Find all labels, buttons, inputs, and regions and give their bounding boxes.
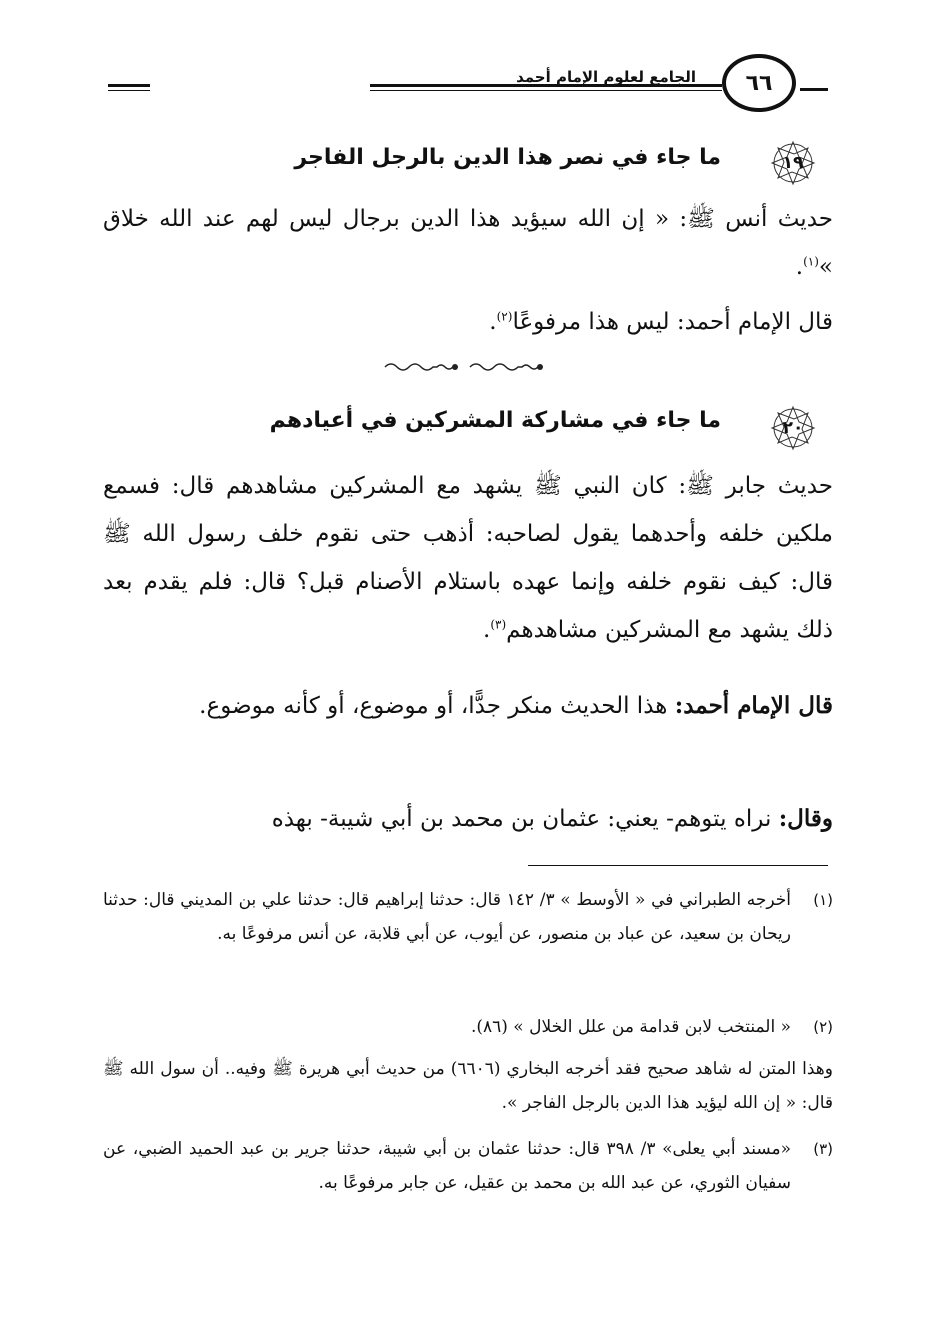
paragraph-text: حديث أنس ﷺ: « إن الله سيؤيد هذا الدين برجال ليس لهم عند الله خلاق » — [103, 206, 833, 280]
section-title: ما جاء في نصر هذا الدين بالرجل الفاجر — [294, 145, 721, 170]
header-rule-middle-thin — [370, 90, 722, 91]
section-number: ١٩ — [782, 153, 804, 173]
page-number-badge — [722, 54, 796, 112]
ornament-divider-icon — [380, 360, 555, 374]
footnote-mark: (١) — [813, 891, 833, 909]
running-title: الجامع لعلوم الإمام أحمد — [516, 68, 696, 86]
paragraph — [103, 795, 833, 843]
footnote-mark: (٣) — [813, 1140, 833, 1158]
header-rule-left-thin — [108, 90, 150, 91]
footnote-continuation: وهذا المتن له شاهد صحيح فقد أخرجه البخاري (٦٦٠٦) من حديث أبي هريرة ﷺ وفيه.. أن سول الله ﷺ قال: « إن الله ليؤيد هذا الدين بالرجل الفاجر ». — [103, 1059, 833, 1113]
paragraph — [103, 462, 833, 654]
footnote-text: أخرجه الطبراني في « الأوسط » ٣/ ١٤٢ قال: حدثنا إبراهيم قال: حدثنا علي بن المديني قال: حدثنا ريحان بن سعيد، عن عباد بن منصور، عن أيوب، عن أبي قلابة، عن أنس مرفوعًا به. — [103, 890, 791, 944]
footnote — [103, 1010, 833, 1120]
footnote — [103, 883, 833, 951]
paragraph — [103, 682, 833, 730]
paragraph-text: حديث جابر ﷺ: كان النبي ﷺ يشهد مع المشركين مشاهدهم قال: فسمع ملكين خلفه وأحدهما يقول لصاحبه: أذهب حتى نقوم خلف رسول الله ﷺ قال: كيف نقوم خلفه وإنما عهده باستلام الأصنام قبل؟ قال: فلم يقدم بعد ذلك يشهد مع المشركين مشاهدهم — [103, 473, 833, 643]
header-rule-right — [800, 88, 828, 91]
paragraph-tail: . — [483, 617, 491, 643]
paragraph-tail: . — [489, 309, 497, 335]
footnote-text: « المنتخب لابن قدامة من علل الخلال » (٨٦). — [470, 1017, 791, 1037]
paragraph-tail: . — [795, 254, 804, 280]
section-number-badge — [770, 405, 816, 451]
section-number: ٢٠ — [782, 418, 804, 438]
footnote-mark: (٢) — [813, 1018, 833, 1036]
footnote-ref: (٣) — [490, 617, 507, 632]
header-rule-left — [108, 84, 150, 87]
paragraph-text: قال الإمام أحمد: ليس هذا مرفوعًا — [512, 309, 833, 335]
paragraph — [103, 195, 833, 291]
footnote-text: «مسند أبي يعلى» ٣/ ٣٩٨ قال: حدثنا عثمان بن أبي شيبة، حدثنا جرير بن عبد الحميد الضبي، عن سفيان الثوري، عن عبد الله بن محمد بن عقيل، عن جابر مرفوعًا به. — [103, 1139, 791, 1193]
section-number-badge — [770, 140, 816, 186]
paragraph — [103, 298, 833, 346]
paragraph-lead: وقال: — [778, 805, 833, 832]
footnote-ref: (١) — [803, 254, 819, 269]
footnote — [103, 1132, 833, 1200]
footnote-ref: (٢) — [496, 309, 513, 324]
section-title: ما جاء في مشاركة المشركين في أعيادهم — [269, 408, 721, 433]
footnote-separator — [528, 865, 828, 866]
paragraph-text: هذا الحديث منكر جدًّا، أو موضوع، أو كأنه موضوع. — [199, 693, 675, 719]
paragraph-text: نراه يتوهم- يعني: عثمان بن محمد بن أبي شيبة- بهذه — [271, 806, 779, 832]
page-number: ٦٦ — [745, 70, 773, 96]
paragraph-lead: قال الإمام أحمد: — [674, 692, 833, 719]
